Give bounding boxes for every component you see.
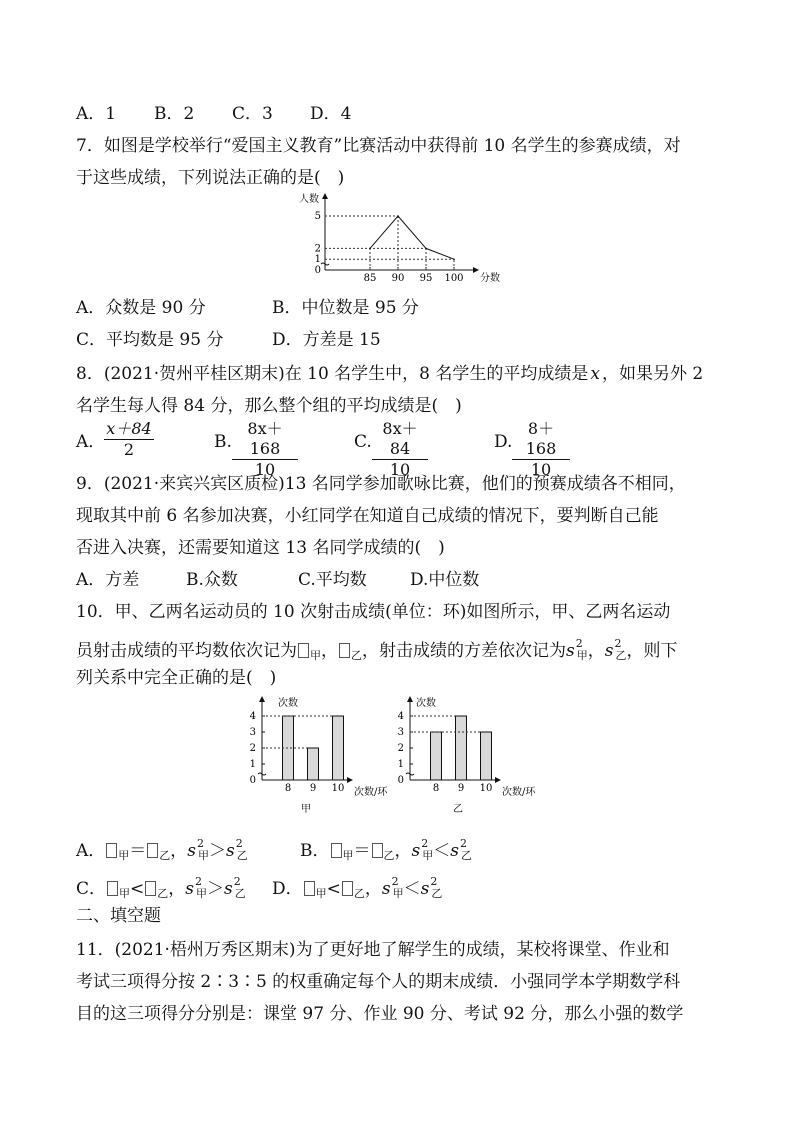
q10-option-d-label: D． [272,879,303,899]
q7-option-c: C．平均数是 95 分 [76,330,224,350]
q10-sub-jia: 甲 [310,649,321,662]
x-tick-label: 8 [284,783,292,794]
q10-opt-sub: 乙 [353,887,365,900]
q10-option-c-label: C． [76,879,107,899]
q9-option-a: A．方差 [76,570,140,590]
q10-opt-sub: 乙 [234,887,246,900]
q7-option-a: A．众数是 90 分 [76,298,206,318]
q8-option-b-den: 10 [254,460,276,479]
y-axis-label: 人数 [299,194,319,205]
q10-sub-yi: 乙 [351,649,362,662]
q9-stem-line2: 现取其中前 6 名参加决赛，小红同学在知道自己成绩的情况下，要判断自己能 [76,506,659,526]
series-line [370,216,454,259]
y-axis-arrow [259,696,265,702]
q10-opt-s: s [187,841,197,861]
q10-option-a-rel2: ＞ [209,841,227,861]
q8-option-a-num: x＋84 [104,419,154,440]
x-tick-label: 9 [457,783,465,794]
q10-option-a-label: A． [76,841,106,861]
q10-opt-sub: 甲 [422,849,434,862]
q10-opt-sub: 甲 [342,849,354,862]
x-tick-label: 10 [479,783,493,794]
x-tick-label: 90 [391,273,405,284]
q10-opt-sup: 2 [235,837,243,850]
bar [308,748,319,780]
data-point [369,248,371,250]
q10-opt-sub: 甲 [392,887,404,900]
y-tick-label: 4 [397,711,404,722]
q10-opt-sub: 甲 [119,887,131,900]
q8-option-b-fraction [232,419,298,480]
q7-option-b: B．中位数是 95 分 [272,298,419,318]
q11-stem-line1: 11．(2021·梧州万秀区期末)为了更好地了解学生的成绩，某校将课堂、作业和 [76,940,670,960]
q10-opt-sub: 乙 [159,849,171,862]
q10-opt-s: s [450,841,459,861]
q10-text-a: 员射击成绩的平均数依次记为 [76,641,297,661]
chart-title: 乙 [453,804,463,815]
q10-bar-chart-jia [244,692,400,816]
q8-option-a-den: 2 [123,440,135,459]
y-tick-label: 3 [249,727,256,738]
q10-opt-sup: 2 [430,875,438,888]
x-axis-arrow [495,777,501,783]
q10-opt-sup: 2 [391,875,399,888]
q8-option-c-den: 10 [389,460,411,479]
q10-text-c: ，则下 [626,641,678,661]
q10-stem-line3: 列关系中完全正确的是( ) [76,668,277,688]
q8-stem-line2: 名学生每人得 84 分，那么整个组的平均成绩是( ) [76,396,462,416]
q8-option-a-label: A． [76,432,106,452]
q10-option-b-rel2: ＜ [433,841,451,861]
q7-chart-marks [315,211,464,284]
q10-opt-s: s [381,879,391,899]
q10-opt-sup: 2 [197,837,205,850]
xbar-placeholder-icon [147,843,158,858]
bar [431,732,442,780]
y-tick-label: 4 [249,711,256,722]
q10-opt-sub: 乙 [460,849,472,862]
q8-stem-line1 [76,364,703,384]
q9-option-d: D.中位数 [410,570,480,590]
q10-s-var-2: s [604,641,614,661]
q10-option-c: C． $_甲$< $_乙$，$s^2_甲>s^2_乙$ [76,875,246,900]
q8-option-d-label: D. [494,432,513,452]
q10-opt-s: s [185,879,194,899]
x-axis-arrow [347,777,353,783]
chart-title: 甲 [301,804,311,815]
q8-option-c-fraction [372,419,428,480]
q10-sub-yi-2: 乙 [615,649,627,662]
x-tick-label: 10 [331,783,345,794]
bar [481,732,492,780]
q10-option-c-rel1: < [130,879,145,899]
q8-option-d-den: 10 [530,460,552,479]
q9-option-c: C.平均数 [298,570,367,590]
bar [333,716,344,780]
q10-opt-sup: 2 [233,875,241,888]
q10-sup-2: 2 [614,637,622,650]
x-axis-label: 分数 [480,273,500,284]
q10-opt-sub: 乙 [383,849,395,862]
q9-stem-line3: 否进入决赛，还需要知道这 13 名同学成绩的( ) [76,538,445,558]
q10-opt-sub: 乙 [157,887,169,900]
q10-opt-s: s [226,841,235,861]
data-point [397,215,399,217]
y-tick-label: 3 [397,727,404,738]
q10-option-c-rel2: ＞ [207,879,224,899]
q7-option-d: D．方差是 15 [272,330,381,350]
q10-text-b: ，射击成绩的方差依次记为 [362,641,566,661]
y-axis-label: 次数 [278,698,298,709]
xbar-placeholder-icon [342,881,353,896]
xbar-placeholder-icon [331,843,342,858]
y-tick-label: 2 [314,243,321,255]
y-axis-arrow [322,193,328,199]
q10-opt-sub: 甲 [196,887,207,900]
xbar-placeholder-icon [107,881,118,896]
q11-stem-line2: 考试三项得分按 2∶3∶5 的权重确定每个人的期末成绩．小强同学本学期数学科 [76,972,681,992]
q8-option-b-label: B. [214,432,232,452]
q8-text-b: ，如果另外 2 [602,364,704,384]
q10-s-var: s [566,641,575,661]
data-point [425,248,427,250]
y-tick-label: 1 [397,759,404,770]
q8-option-c-num: 8x＋84 [372,419,428,460]
bar [456,716,467,780]
q6-option-c: C．3 [232,104,273,124]
q10-opt-sub: 甲 [315,887,327,900]
q10-sub-jia-2: 甲 [576,649,588,662]
q8-text-a: 8．(2021·贺州平桂区期末)在 10 名学生中，8 名学生的平均成绩是 [76,364,589,384]
section-title: 二、填空题 [76,906,161,926]
xbar-placeholder-icon [145,881,156,896]
q10-opt-sub: 甲 [118,849,130,862]
y-axis-arrow [407,696,413,702]
q7-stem-line2: 于这些成绩，下列说法正确的是( ) [76,168,345,188]
data-point [453,258,455,260]
y-axis-label: 次数 [416,698,436,709]
y-tick-label: 0 [249,775,256,786]
q10-bar-chart-yi [392,692,562,816]
q10-option-d-rel2: ＜ [403,879,421,899]
x-axis-arrow [473,267,479,273]
q10-opt-s: s [420,879,430,899]
y-tick-label: 0 [314,265,321,276]
q10-option-b: B． $_甲$＝ $_乙$，$s^2_甲<s^2_乙$ [300,837,472,862]
q7-stem-line1: 7．如图是学校举行“爱国主义教育”比赛活动中获得前 10 名学生的参赛成绩，对 [76,136,681,156]
y-tick-label: 1 [314,254,321,266]
xbar-placeholder-icon [304,881,315,896]
q10-opt-sub: 乙 [236,849,248,862]
q10-option-d-rel1: < [326,879,341,899]
q10-option-d: D． $_甲$< $_乙$，$s^2_甲<s^2_乙$ [272,875,443,900]
x-axis-label: 次数/环 [502,787,536,798]
q6-option-b: B．2 [154,104,195,124]
q10-opt-sub: 乙 [431,887,443,900]
q10-opt-sup: 2 [459,837,467,850]
q10-option-b-rel1: ＝ [353,841,371,861]
q8-option-c-label: C. [354,432,372,452]
y-tick-label: 1 [249,759,256,770]
q10-option-b-label: B． [300,841,330,861]
q8-var-x: x [590,364,600,384]
x-tick-label: 9 [309,783,317,794]
xbar-placeholder-icon [106,843,117,858]
q10-sup: 2 [575,637,583,650]
x-tick-label: 8 [432,783,440,794]
q10-option-a-rel1: ＝ [129,841,147,861]
q11-stem-line3: 目的这三项得分分别是：课堂 97 分、作业 90 分、考试 92 分，那么小强的数学 [76,1004,684,1024]
xbar-placeholder-icon [372,843,383,858]
q10-option-a: A． $_甲$＝ $_乙$，$s^2_甲>s^2_乙$ [76,837,248,862]
y-tick-label: 5 [314,211,321,222]
y-tick-label: 2 [397,743,404,754]
q10-opt-s: s [411,841,421,861]
x-axis-label: 次数/环 [354,787,388,798]
q8-option-a-fraction [104,419,154,460]
x-tick-label: 100 [444,273,464,284]
q10-opt-sub: 甲 [198,849,210,862]
q7-line-chart [296,192,500,284]
q10-opt-sup: 2 [421,837,429,850]
x-tick-label: 85 [363,273,377,284]
q8-option-d-fraction [512,419,570,480]
y-tick-label: 0 [397,775,404,786]
q6-option-a: A．1 [76,104,117,124]
q9-stem-line1: 9．(2021·来宾兴宾区质检)13 名同学参加歌咏比赛，他们的预赛成绩各不相同， [76,474,686,494]
q8-option-d-num: 8＋168 [512,419,570,460]
q9-option-b: B.众数 [186,570,238,590]
q10-opt-sup: 2 [195,875,202,888]
y-tick-label: 2 [249,743,256,754]
q8-option-b-num: 8x＋168 [232,419,298,460]
q10-stem-line1: 10．甲、乙两名运动员的 10 次射击成绩(单位：环)如图所示，甲、乙两名运动 [76,602,671,622]
yi-chart-marks [398,711,493,794]
jia-chart-marks [250,711,345,794]
xbar-placeholder-icon [339,643,350,658]
x-tick-label: 95 [419,273,433,284]
q6-option-d: D．4 [310,104,352,124]
q10-opt-s: s [224,879,233,899]
xbar-placeholder-icon [298,643,309,658]
q10-stem-line2: 员射击成绩的平均数依次记为 $_甲$， $_乙$，射击成绩的方差依次记为$s^2_甲$，$s^2_乙$，则下 [76,637,678,662]
